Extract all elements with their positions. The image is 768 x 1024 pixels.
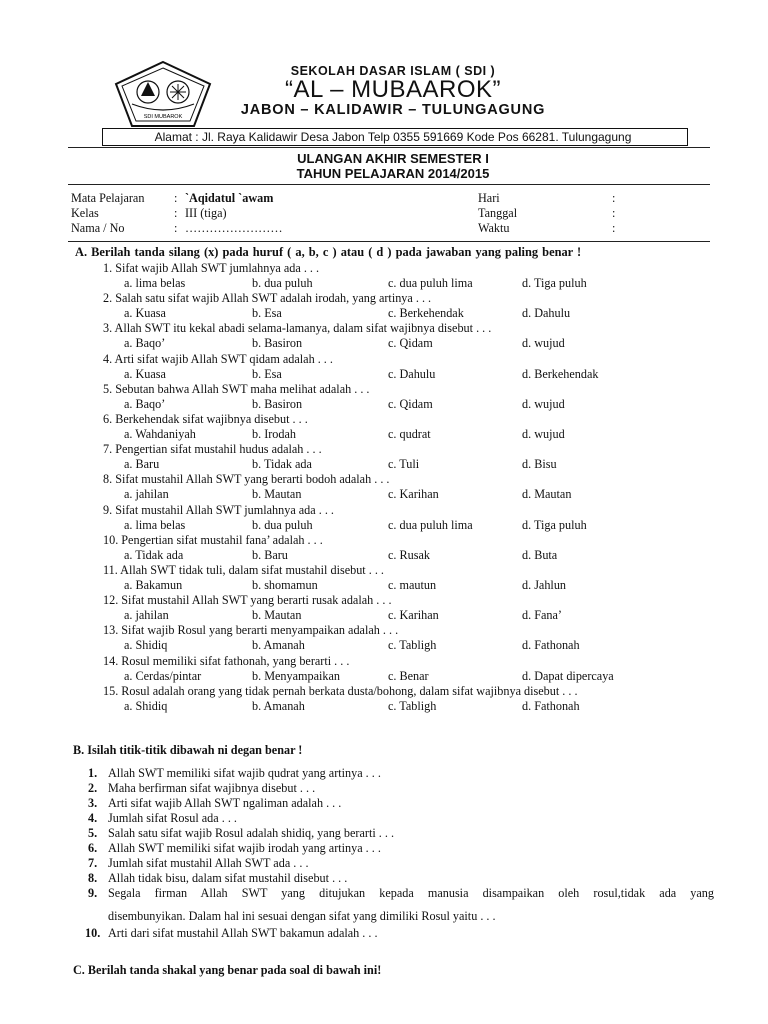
option-a: a. Cerdas/pintar [124,668,202,683]
option-b: b. Basiron [252,396,303,411]
info-sep: : [612,206,616,220]
question-text: 15. Rosul adalah orang yang tidak pernah berkata dusta/bohong, dalam sifat wajibnya disebut . . . [103,683,578,698]
item-number: 9. [88,886,98,900]
option-b: b. Amanah [252,638,305,653]
item-text-cont: disembunyikan. Dalam hal ini sesuai dengan sifat yang dimiliki Rosul yaitu . . . [108,909,496,923]
option-d: d. Berkehendak [522,366,599,381]
question-text: 13. Sifat wajib Rosul yang berarti menyampaikan adalah . . . [103,623,399,638]
option-d: d. Dapat dipercaya [522,668,614,683]
header-divider [68,147,710,148]
info-value: …………………… [185,221,283,235]
info-value: `Aqidatul `awam [185,191,274,205]
option-b: b. dua puluh [252,517,313,532]
item-number: 5. [88,826,98,840]
option-b: b. dua puluh [252,276,313,290]
option-a: a. Shidiq [124,698,168,713]
option-a: a. Wahdaniyah [124,427,196,441]
question-text: 2. Salah satu sifat wajib Allah SWT adalah irodah, yang artinya . . . [103,291,432,306]
info-bottom-divider [68,241,710,242]
info-label: Hari [478,191,500,205]
option-c: c. Benar [388,668,429,683]
option-c: c. Berkehendak [388,306,464,321]
option-b: b. Mautan [252,608,302,623]
item-text: Allah SWT memiliki sifat wajib qudrat yang artinya . . . [108,766,381,780]
option-c: c. qudrat [388,427,431,441]
exam-year: TAHUN PELAJARAN 2014/2015 [296,166,490,181]
option-b: b. Menyampaikan [252,668,340,683]
option-c: c. Karihan [388,487,439,502]
option-a: a. jahilan [124,608,169,623]
item-text: Maha berfirman sifat wajibnya disebut . . . [108,781,316,795]
option-d: d. Fathonah [522,698,580,713]
option-d: d. Fathonah [522,638,580,653]
option-a: a. lima belas [124,517,186,532]
option-d: d. Mautan [522,487,572,502]
option-a: a. lima belas [124,276,186,290]
question-text: 8. Sifat mustahil Allah SWT yang berarti bodoh adalah . . . [103,472,390,487]
school-name: SEKOLAH DASAR ISLAM ( SDI ) [290,64,496,78]
school-title: “AL – MUBAAROK” [285,76,501,103]
section-b-title: B. Isilah titik-titik dibawah ni degan benar ! [73,743,303,757]
school-address: Alamat : Jl. Raya Kalidawir Desa Jabon Telp 0355 591669 Kode Pos 66281. Tulungagung [154,130,632,144]
info-sep: : [612,191,616,205]
question-text: 6. Berkehendak sifat wajibnya disebut . . . [103,412,308,426]
option-b: b. Basiron [252,336,303,351]
option-c: c. Tuli [388,457,420,472]
option-b: b. Esa [252,306,282,321]
option-a: a. Baqo’ [124,336,166,351]
logo-text: SDI MUBAROK [143,114,183,120]
section-c-title: C. Berilah tanda shakal yang benar pada soal di bawah ini! [73,963,382,977]
info-sep: : [612,221,616,235]
info-sep: : [174,206,178,220]
info-value: III (tiga) [185,206,227,220]
item-number: 6. [88,841,98,855]
item-number: 7. [88,856,98,870]
item-text: Salah satu sifat wajib Rosul adalah shidiq, yang berarti . . . [108,826,395,840]
option-b: b. Baru [252,547,288,562]
option-a: a. Baqo’ [124,396,166,411]
option-d: d. Fana’ [522,608,562,623]
option-d: d. Tiga puluh [522,517,587,532]
info-sep: : [174,191,178,205]
item-number: 10. [85,926,101,940]
option-d: d. wujud [522,396,565,411]
item-text: Jumlah sifat Rosul ada . . . [108,811,237,825]
option-c: c. Qidam [388,396,433,411]
option-a: a. Kuasa [124,306,166,321]
option-b: b. Amanah [252,698,305,713]
option-d: d. wujud [522,336,565,351]
option-d: d. Bisu [522,457,557,472]
question-text: 14. Rosul memiliki sifat fathonah, yang berarti . . . [103,653,350,668]
option-b: b. Tidak ada [252,457,312,472]
option-c: c. Karihan [388,608,439,623]
info-label: Mata Pelajaran [71,191,145,205]
question-text: 3. Allah SWT itu kekal abadi selama-lamanya, dalam sifat wajibnya disebut . . . [103,321,492,336]
option-c: c. Rusak [388,547,430,562]
option-d: d. wujud [522,427,565,441]
option-a: a. Shidiq [124,638,168,653]
option-c: c. Qidam [388,336,433,351]
option-c: c. Tabligh [388,638,437,653]
option-d: d. Buta [522,547,558,562]
info-sep: : [174,221,178,235]
item-number: 1. [88,766,98,780]
info-top-divider [68,184,710,185]
option-c: c. mautun [388,578,437,592]
item-number: 3. [88,796,98,810]
option-a: a. Bakamun [124,578,183,592]
item-text: Jumlah sifat mustahil Allah SWT ada . . . [108,856,309,870]
info-label: Tanggal [478,206,518,220]
exam-title: ULANGAN AKHIR SEMESTER I [297,151,489,166]
school-location: JABON – KALIDAWIR – TULUNGAGUNG [240,102,546,118]
option-c: c. Tabligh [388,698,437,713]
question-text: 7. Pengertian sifat mustahil hudus adalah . . . [103,442,322,457]
option-a: a. jahilan [124,487,169,502]
info-label: Waktu [478,221,510,235]
section-a-title: A. Berilah tanda silang (x) pada huruf ( a, b, c ) atau ( d ) pada jawaban yang paling benar ! [75,245,582,259]
option-c: c. dua puluh lima [388,276,473,290]
item-text: Segala firman Allah SWT yang ditujukan kepada manusia disampaikan oleh rosul,tidak ada yang [108,886,714,900]
question-text: 10. Pengertian sifat mustahil fana’ adalah . . . [103,532,323,547]
option-b: b. Irodah [252,427,296,441]
option-a: a. Baru [124,457,160,472]
question-text: 9. Sifat mustahil Allah SWT jumlahnya ada . . . [103,502,334,517]
option-a: a. Kuasa [124,366,166,381]
option-b: b. Mautan [252,487,302,502]
option-a: a. Tidak ada [124,547,184,562]
option-d: d. Tiga puluh [522,276,587,290]
option-d: d. Jahlun [522,578,567,592]
info-label: Kelas [71,206,99,220]
question-text: 11. Allah SWT tidak tuli, dalam sifat mustahil disebut . . . [103,563,384,577]
option-b: b. shomamun [252,578,318,592]
item-number: 4. [88,811,98,825]
info-label: Nama / No [71,221,125,235]
item-text: Allah tidak bisu, dalam sifat mustahil disebut . . . [108,871,348,885]
question-text: 5. Sebutan bahwa Allah SWT maha melihat adalah . . . [103,381,370,396]
question-text: 4. Arti sifat wajib Allah SWT qidam adalah . . . [103,351,333,366]
option-d: d. Dahulu [522,306,571,321]
item-number: 2. [88,781,98,795]
question-text: 12. Sifat mustahil Allah SWT yang berarti rusak adalah . . . [103,593,392,608]
item-text: Arti dari sifat mustahil Allah SWT bakamun adalah . . . [108,926,378,940]
item-number: 8. [88,871,98,885]
option-c: c. dua puluh lima [388,517,473,532]
item-text: Allah SWT memiliki sifat wajib irodah yang artinya . . . [108,841,381,855]
option-b: b. Esa [252,366,282,381]
option-c: c. Dahulu [388,366,436,381]
item-text: Arti sifat wajib Allah SWT ngaliman adalah . . . [108,796,342,810]
question-text: 1. Sifat wajib Allah SWT jumlahnya ada . . . [103,261,320,275]
